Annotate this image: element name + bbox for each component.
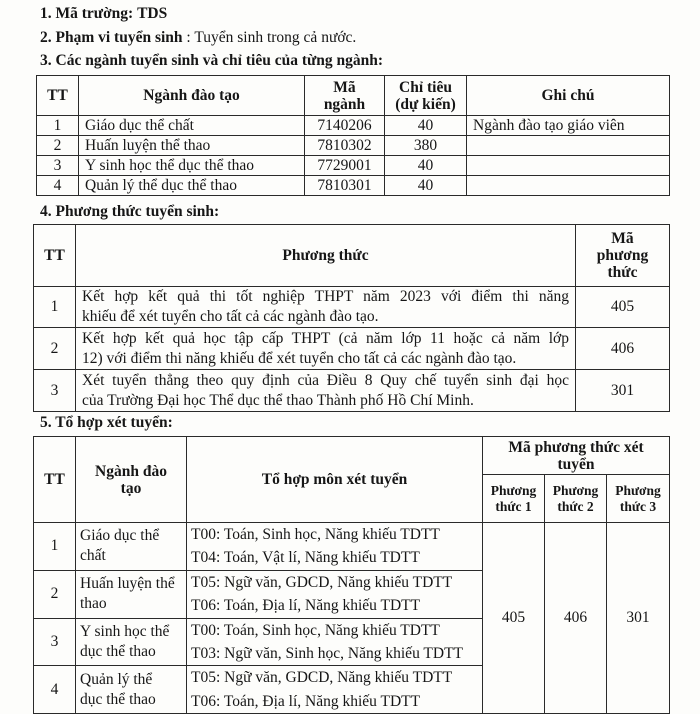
row-tt: 2 (37, 136, 79, 156)
row-major: Y sinh học thể dục thể thao (79, 156, 305, 176)
method-1-code: 405 (483, 523, 545, 714)
header-tt: TT (37, 76, 79, 116)
row-quota: 40 (385, 116, 467, 136)
row-tt: 4 (37, 176, 79, 196)
row-major: Giáo dục thể chất (76, 523, 187, 571)
header-tt: TT (34, 225, 76, 287)
row-tt: 2 (34, 570, 76, 618)
header-major: Ngành đào tạo (76, 437, 187, 523)
row-tt: 3 (34, 370, 76, 412)
table-row (37, 156, 670, 176)
header-note: Ghi chú (467, 76, 670, 116)
row-major: Giáo dục thể chất (79, 116, 305, 136)
row-combination: T00: Toán, Sinh học, Năng khiếu TDTT T04: Toán, Vật lí, Năng khiếu TDTT (187, 523, 483, 571)
table-row (37, 136, 670, 156)
row-tt: 1 (34, 287, 76, 328)
row-note (467, 156, 670, 176)
method-2-code: 406 (545, 523, 607, 714)
header-quota: Chỉ tiêu (dự kiến) (385, 76, 467, 116)
row-major: Y sinh học thể dục thể thao (76, 618, 187, 666)
school-code-value: TDS (137, 5, 168, 22)
row-combination: T05: Ngữ văn, GDCD, Năng khiếu TDTT T06: Toán, Địa lí, Năng khiếu TDTT (187, 570, 483, 618)
row-tt: 1 (34, 523, 76, 571)
header-combination: Tổ hợp môn xét tuyển (187, 437, 483, 523)
row-combination: T00: Toán, Sinh học, Năng khiếu TDTT T03: Ngữ văn, Sinh học, Năng khiếu TDTT (187, 618, 483, 666)
row-tt: 2 (34, 328, 76, 370)
row-tt: 3 (34, 618, 76, 666)
header-method-3: Phương thức 3 (607, 475, 670, 523)
section-3-title: 3. Các ngành tuyển sinh và chỉ tiêu của từng ngành: (40, 52, 384, 69)
admission-scope-line (40, 29, 356, 47)
method-3-code: 301 (607, 523, 670, 714)
row-major: Huấn luyện thể thao (79, 136, 305, 156)
admission-methods-table (33, 224, 670, 412)
header-major: Ngành đào tạo (79, 76, 305, 116)
row-code: 7140206 (305, 116, 385, 136)
row-code: 7729001 (305, 156, 385, 176)
table-row (34, 287, 670, 328)
row-major: Quản lý thể dục thể thao (79, 176, 305, 196)
row-tt: 4 (34, 666, 76, 714)
table-row (37, 176, 670, 196)
row-method: Kết hợp kết quả thi tốt nghiệp THPT năm 2023 với điểm thi năng khiếu để xét tuyển cho tất cả các ngành đào tạo. (76, 287, 576, 328)
majors-quota-table (36, 75, 670, 196)
header-method-2: Phương thức 2 (545, 475, 607, 523)
school-code-line (40, 5, 167, 23)
row-tt: 1 (37, 116, 79, 136)
row-method: Xét tuyển thẳng theo quy định của Điều 8 Quy chế tuyển sinh đại học của Trường Đại học Thể dục thể thao Thành phố Hồ Chí Minh. (76, 370, 576, 412)
row-method-code: 406 (576, 328, 670, 370)
header-method: Phương thức (76, 225, 576, 287)
row-quota: 40 (385, 176, 467, 196)
section-4-title: 4. Phương thức tuyển sinh: (40, 203, 220, 220)
table-row (34, 370, 670, 412)
table-row (34, 328, 670, 370)
header-method-code: Mã phương thức (576, 225, 670, 287)
table-header-row (34, 437, 670, 475)
section-5-title: 5. Tổ hợp xét tuyển: (40, 414, 173, 431)
row-note (467, 176, 670, 196)
row-note: Ngành đào tạo giáo viên (467, 116, 670, 136)
row-tt: 3 (37, 156, 79, 176)
row-major: Quản lý thể dục thể thao (76, 666, 187, 714)
row-method-code: 301 (576, 370, 670, 412)
row-method: Kết hợp kết quả học tập cấp THPT (cả năm lớp 11 hoặc cả năm lớp 12) với điểm thi năng khiếu để xét tuyển cho tất cả các ngành đào tạo. (76, 328, 576, 370)
row-quota: 380 (385, 136, 467, 156)
admission-scope-value: : Tuyển sinh trong cả nước. (186, 29, 357, 46)
subject-combination-table (33, 436, 670, 714)
row-method-code: 405 (576, 287, 670, 328)
table-header-row (37, 76, 670, 116)
row-quota: 40 (385, 156, 467, 176)
header-method-group: Mã phương thức xét tuyển (483, 437, 670, 475)
row-note (467, 136, 670, 156)
header-major-code: Mã ngành (305, 76, 385, 116)
row-major: Huấn luyện thể thao (76, 570, 187, 618)
row-combination: T05: Ngữ văn, GDCD, Năng khiếu TDTT T06: Toán, Địa lí, Năng khiếu TDTT (187, 666, 483, 714)
table-row (34, 523, 670, 571)
row-code: 7810301 (305, 176, 385, 196)
admission-scope-label: 2. Phạm vi tuyển sinh (40, 29, 183, 46)
school-code-label: 1. Mã trường: (40, 5, 134, 22)
table-row (37, 116, 670, 136)
header-method-1: Phương thức 1 (483, 475, 545, 523)
row-code: 7810302 (305, 136, 385, 156)
table-header-row (34, 225, 670, 287)
header-tt: TT (34, 437, 76, 523)
